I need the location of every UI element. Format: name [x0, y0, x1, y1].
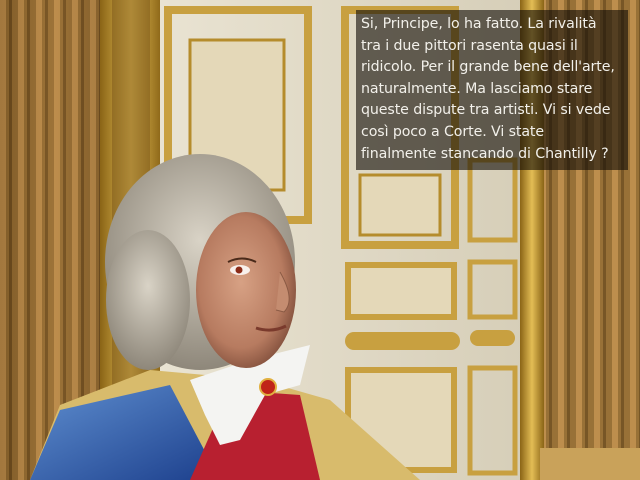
- dialogue-subtitle-text: Si, Principe, lo ha fatto. La rivalità tra i due pittori rasenta quasi il ridicolo. Per il grande bene dell'arte, naturalmente. Ma lasciamo stare queste dispute tra artisti. Vi si vede così poco a Corte. Vi state finalmente stancando di Chantilly ?: [361, 16, 615, 162]
- dialogue-subtitle-box: [356, 10, 628, 170]
